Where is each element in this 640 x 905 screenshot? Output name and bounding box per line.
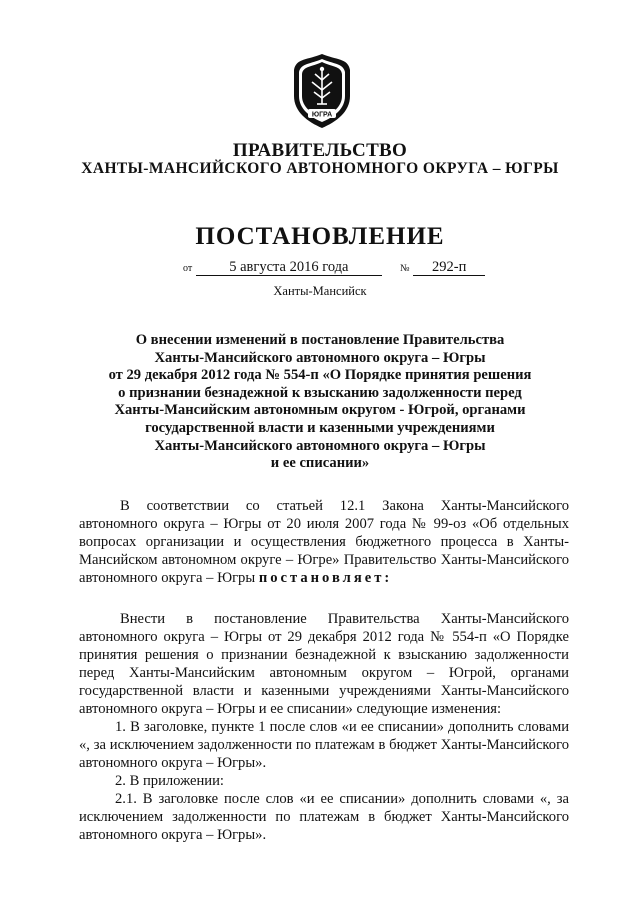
title-line: и ее списании» [270, 455, 370, 472]
document-date: 5 августа 2016 года [196, 260, 382, 276]
date-number-line [183, 259, 485, 276]
resolves-emphasis: постановляет: [258, 570, 393, 586]
coat-of-arms-emblem [290, 52, 354, 130]
amendment-intro-paragraph: Внести в постановление Правительства Ханты-Мансийского автономного округа – Югры от 29 декабря 2012 года № 554-п «О Порядке принятия решения о признании безнадежной к взысканию задолженности перед Ханты-Мансийским автономным округом – Югрой, органами государственной власти и казенными учреждениями Ханты-Мансийского автономного округа – Югры и ее списании» следующие изменения: [79, 611, 569, 717]
title-line: государственной власти и казенными учреждениями [145, 419, 495, 436]
government-name-line2: ХАНТЫ-МАНСИЙСКОГО АВТОНОМНОГО ОКРУГА – ЮГРЫ [81, 160, 559, 177]
title-line: Ханты-Мансийского автономного округа – Югры [154, 437, 486, 454]
emblem-text: ЮГРА [311, 111, 333, 119]
title-line: Ханты-Мансийского автономного округа – Югры [154, 349, 486, 366]
government-name-line1: ПРАВИТЕЛЬСТВО [232, 140, 408, 161]
city-name: Ханты-Мансийск [273, 284, 367, 298]
title-line: Ханты-Мансийским автономным округом - Югрой, органами [114, 402, 526, 419]
clause-1-paragraph: 1. В заголовке, пункте 1 после слов «и ее списании» дополнить словами «, за исключением задолженности по платежам в бюджет Ханты-Мансийского автономного округа – Югры». [79, 719, 569, 771]
preamble-text: В соответствии со статьей 12.1 Закона Ханты-Мансийского автономного округа – Югры от 20 июля 2007 года № 99-оз «Об отдельных вопросах организации и осуществления бюджетного процесса в Ханты-Мансийском автономном округе – Югре» Правительство Ханты-Мансийского автономного округа – Югры [79, 498, 569, 586]
document-body [79, 497, 569, 844]
title-line: о признании безнадежной к взысканию задолженности перед [118, 384, 522, 401]
clause-2-1-paragraph: 2.1. В заголовке после слов «и ее списании» дополнить словами «, за исключением задолженности по платежам в бюджет Ханты-Мансийского автономного округа – Югры». [79, 791, 569, 843]
number-prefix: № [400, 263, 410, 274]
title-line: от 29 декабря 2012 года № 554-п «О Порядке принятия решения [108, 367, 532, 384]
clause-2-paragraph: 2. В приложении: [115, 773, 224, 789]
title-line: О внесении изменений в постановление Правительства [135, 332, 505, 348]
document-number: 292-п [413, 260, 485, 276]
preamble-paragraph [79, 497, 569, 587]
date-prefix: от [183, 263, 193, 274]
document-title [95, 332, 545, 473]
document-type-heading: ПОСТАНОВЛЕНИЕ [195, 223, 445, 250]
